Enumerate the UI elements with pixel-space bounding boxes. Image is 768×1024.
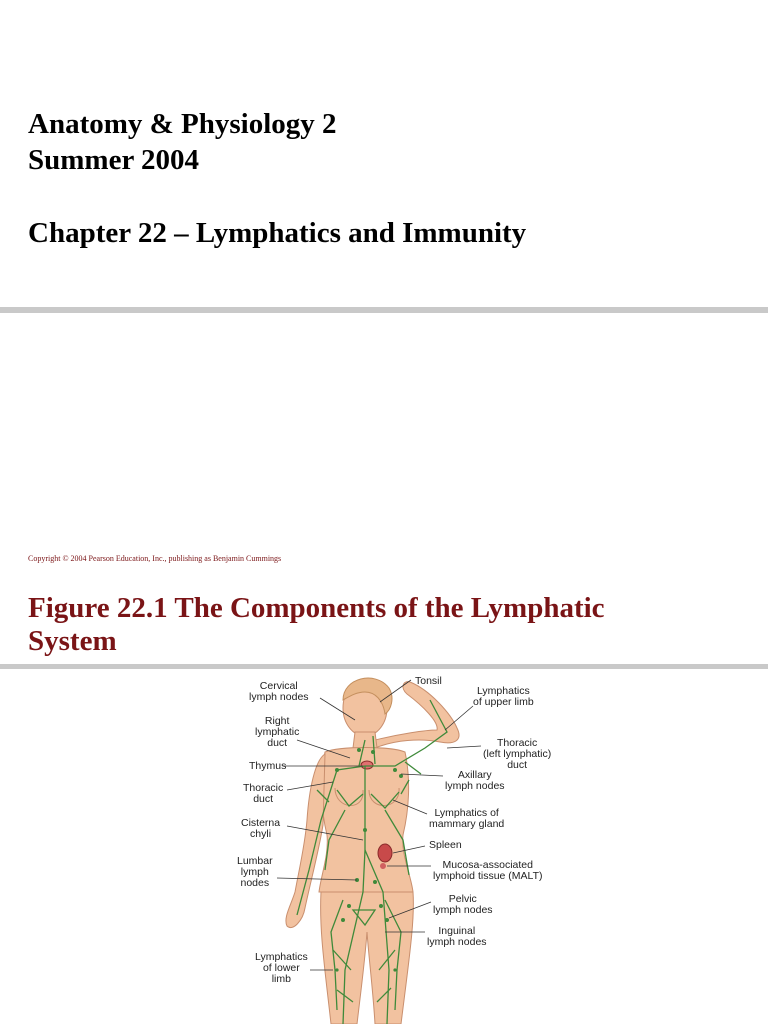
malt-organ [380, 863, 386, 869]
chapter-title: Chapter 22 – Lymphatics and Immunity [28, 217, 527, 249]
label-text: lymph nodes [427, 936, 487, 948]
divider-figure [0, 664, 768, 669]
label-thoracic-left-lymphatic-duct [483, 738, 551, 771]
slide-title-block [28, 106, 526, 251]
lymphatic-system-figure [225, 670, 570, 1024]
label-text: Lymphatics of [434, 807, 499, 819]
label-text: lymph [240, 866, 269, 878]
label-lymphatics-lower-limb [255, 952, 308, 985]
label-cervical-lymph-nodes [249, 681, 309, 703]
label-text: Lymphatics [255, 951, 308, 963]
course-title: Anatomy & Physiology 2 [28, 108, 337, 140]
spleen-organ [378, 844, 392, 862]
label-text: limb [271, 973, 291, 985]
label-cisterna-chyli [241, 818, 280, 840]
label-text: chyli [250, 828, 272, 840]
label-text: duct [267, 737, 288, 749]
body-silhouette [286, 675, 459, 1024]
label-text: of upper limb [473, 696, 534, 708]
label-thymus: Thymus [249, 760, 287, 772]
label-text: Inguinal [438, 925, 476, 937]
label-text: nodes [240, 877, 270, 889]
label-text: Cisterna [241, 817, 281, 829]
label-axillary-lymph-nodes [445, 770, 505, 792]
label-pelvic-lymph-nodes [433, 894, 493, 916]
label-text: of lower [262, 962, 300, 974]
label-tonsil: Tonsil [415, 675, 442, 687]
label-text: Thoracic [243, 782, 284, 794]
label-text: Lumbar [237, 855, 273, 867]
divider-top [0, 307, 768, 313]
label-text: (left lymphatic) [483, 748, 552, 760]
label-lumbar-lymph-nodes [237, 856, 273, 889]
figure-title [28, 592, 748, 658]
label-text: Pelvic [448, 893, 477, 905]
label-spleen: Spleen [429, 839, 462, 851]
label-text: lymphatic [255, 726, 300, 738]
label-text: Cervical [259, 680, 298, 692]
label-lymphatics-mammary-gland [429, 808, 504, 830]
label-lymphatics-upper-limb [473, 686, 534, 708]
label-text: lymph nodes [249, 691, 309, 703]
label-text: lymph nodes [433, 904, 493, 916]
label-text: Mucosa-associated [442, 859, 533, 871]
term-title: Summer 2004 [28, 144, 200, 176]
label-text: mammary gland [429, 818, 505, 830]
label-right-lymphatic-duct [255, 716, 299, 749]
label-text: lymph nodes [445, 780, 505, 792]
label-text: Lymphatics [476, 685, 530, 697]
label-text: lymphoid tissue (MALT) [433, 870, 543, 882]
label-text: duct [253, 793, 274, 805]
copyright-notice: Copyright © 2004 Pearson Education, Inc., publishing as Benjamin Cummings [28, 554, 282, 563]
label-text: Right [264, 715, 290, 727]
figure-title-line-2: System [28, 625, 117, 657]
label-malt [433, 860, 543, 882]
label-inguinal-lymph-nodes [427, 926, 487, 948]
label-text: duct [507, 759, 528, 771]
label-text: Thoracic [497, 737, 538, 749]
label-text: Axillary [457, 769, 492, 781]
thymus-organ [361, 761, 373, 769]
figure-title-line-1: Figure 22.1 The Components of the Lymphatic [28, 592, 605, 624]
label-thoracic-duct [243, 783, 283, 805]
